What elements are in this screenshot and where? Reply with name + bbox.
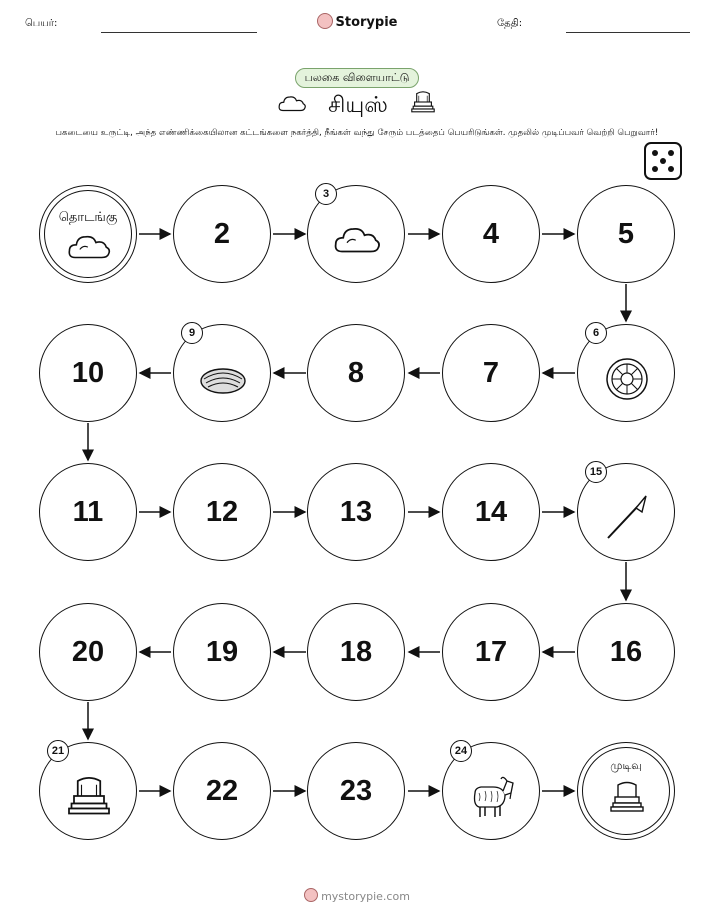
subtitle-badge: பலகை விளையாட்டு	[295, 68, 419, 88]
board-square-14	[442, 463, 540, 561]
storypie-logo-icon	[304, 888, 318, 902]
board-square-6	[577, 324, 675, 422]
square-number: 13	[339, 496, 373, 528]
footer-site[interactable]: mystorypie.com	[321, 890, 410, 903]
board-square-11	[39, 463, 137, 561]
board-square-15	[577, 463, 675, 561]
square-number-badge: 3	[315, 183, 337, 205]
square-number: 18	[339, 636, 373, 668]
finish-label: முடிவு	[610, 759, 642, 772]
date-label: தேதி:	[497, 18, 523, 29]
square-number: 10	[71, 357, 105, 389]
board-square-10	[39, 324, 137, 422]
square-number: 22	[205, 775, 239, 807]
clam-shell-icon	[198, 353, 248, 403]
square-number: 20	[71, 636, 105, 668]
square-number: 2	[213, 218, 231, 250]
board-square-21	[39, 742, 137, 840]
finish-square	[577, 742, 675, 840]
board-square-19	[173, 603, 271, 701]
square-number: 11	[72, 496, 104, 528]
square-number-badge: 24	[450, 740, 472, 762]
square-number: 19	[205, 636, 239, 668]
brand-name: Storypie	[335, 15, 398, 30]
square-number: 4	[482, 218, 500, 250]
board-square-23	[307, 742, 405, 840]
board-square-20	[39, 603, 137, 701]
shield-icon	[602, 353, 652, 403]
board-square-17	[442, 603, 540, 701]
instructions: பகடையை உருட்டி, அந்த எண்ணிக்கையிலான கட்டங்களை நகர்த்தி, நீங்கள் வந்து சேரும் படத்தைப் பெயரிடுங்கள். முதலில் முடிப்பவர் வெற்றி பெறுவார்!	[55, 128, 659, 138]
start-square	[39, 185, 137, 283]
board-square-24	[442, 742, 540, 840]
board-square-22	[173, 742, 271, 840]
board-square-7	[442, 324, 540, 422]
cloud-icon	[332, 214, 382, 264]
throne-icon	[64, 771, 114, 821]
board-square-4	[442, 185, 540, 283]
name-label: பெயர்:	[25, 18, 58, 29]
board-square-8	[307, 324, 405, 422]
square-number: 5	[617, 218, 635, 250]
board-square-12	[173, 463, 271, 561]
square-number-badge: 21	[47, 740, 69, 762]
square-number: 23	[339, 775, 373, 807]
board-square-13	[307, 463, 405, 561]
square-number-badge: 9	[181, 322, 203, 344]
square-number: 8	[347, 357, 365, 389]
square-number: 14	[474, 496, 508, 528]
board-square-18	[307, 603, 405, 701]
cloud-icon	[66, 226, 112, 266]
board-square-2	[173, 185, 271, 283]
square-number-badge: 15	[585, 461, 607, 483]
square-number: 7	[482, 357, 500, 389]
start-label: தொடங்கு	[58, 210, 118, 225]
title-text: சியுஸ்	[328, 93, 388, 118]
square-number: 12	[205, 496, 239, 528]
footer	[0, 888, 714, 903]
board-square-16	[577, 603, 675, 701]
goat-icon	[467, 771, 517, 821]
square-number: 16	[609, 636, 643, 668]
square-number-badge: 6	[585, 322, 607, 344]
spear-icon	[602, 492, 652, 542]
board-square-5	[577, 185, 675, 283]
square-number: 17	[474, 636, 508, 668]
throne-icon	[604, 777, 650, 817]
board-square-9	[173, 324, 271, 422]
board-square-3	[307, 185, 405, 283]
